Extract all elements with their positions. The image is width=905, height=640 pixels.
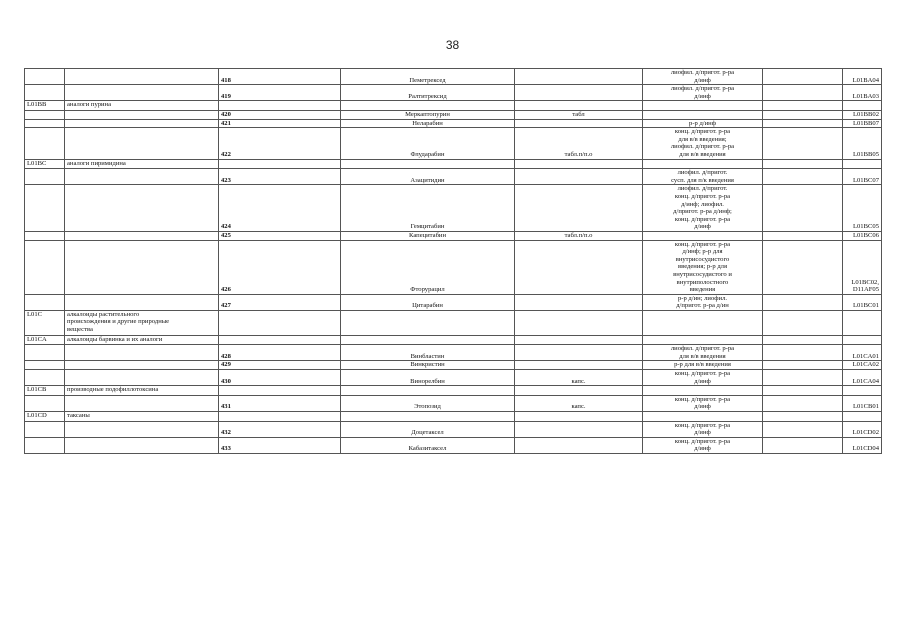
empty-cell: [843, 335, 882, 345]
drug-inn: Этопозид: [341, 395, 515, 411]
drug-atc: [843, 69, 882, 85]
drug-atc-line: D11AF05: [852, 286, 879, 294]
empty-cell: [65, 69, 219, 85]
empty-cell: [763, 128, 843, 159]
drug-atc-line: L01BB07: [852, 119, 879, 127]
group-name-line: таксаны: [67, 412, 90, 420]
drug-atc: [843, 345, 882, 361]
empty-cell: [65, 240, 219, 294]
drug-atc: [843, 128, 882, 159]
group-row: [25, 101, 882, 111]
group-code: L01CA: [25, 335, 65, 345]
drug-atc-line: L01CA04: [852, 377, 879, 385]
group-name-line: происхождения и другие природные: [67, 318, 170, 326]
drug-route-line: д/инф: [694, 445, 711, 453]
drug-route-line: лиофил. д/пригот. р-ра: [670, 345, 735, 353]
empty-cell: [219, 101, 341, 111]
drug-form: [515, 345, 643, 361]
drug-atc-line: L01CD02: [852, 429, 879, 437]
group-code: L01CD: [25, 412, 65, 422]
empty-cell: [763, 169, 843, 185]
empty-cell: [341, 101, 515, 111]
drug-atc-line: L01CD04: [852, 445, 879, 453]
empty-cell: [763, 69, 843, 85]
drug-inn: Винорелбин: [341, 370, 515, 386]
empty-cell: [219, 335, 341, 345]
drug-route-line: лиофил. д/пригот. р-ра: [670, 143, 735, 151]
drug-form: капс.: [515, 370, 643, 386]
empty-cell: [763, 159, 843, 169]
drug-atc-line: L01BA04: [852, 76, 879, 84]
drug-row: [25, 119, 882, 128]
drug-form: [515, 185, 643, 232]
drug-atc-line: L01BC05: [852, 223, 879, 231]
empty-cell: [65, 231, 219, 240]
drug-form: [515, 361, 643, 370]
empty-cell: [65, 294, 219, 310]
empty-cell: [219, 412, 341, 422]
drug-atc-line: L01BC07: [852, 176, 879, 184]
drug-number: 425: [219, 231, 341, 240]
empty-cell: [843, 412, 882, 422]
empty-cell: [643, 335, 763, 345]
drug-atc-line: L01BC06: [852, 231, 879, 239]
drug-list-table: [24, 68, 882, 454]
group-name-line: алкалоиды барвинка и их аналоги: [67, 335, 163, 343]
group-name: [65, 386, 219, 396]
empty-cell: [25, 240, 65, 294]
drug-route-line: р-р д/ин; лиофил.: [677, 294, 728, 302]
empty-cell: [25, 437, 65, 453]
empty-cell: [763, 294, 843, 310]
drug-number: 432: [219, 421, 341, 437]
group-name-line: алкалоиды растительного: [67, 310, 140, 318]
empty-cell: [25, 110, 65, 119]
drug-route-line: конц. д/пригот. р-ра: [674, 192, 731, 200]
drug-row: [25, 395, 882, 411]
group-row: [25, 310, 882, 335]
group-code: L01BB: [25, 101, 65, 111]
drug-route-line: внутрисосудистого: [675, 255, 730, 263]
drug-row: [25, 361, 882, 370]
drug-row: [25, 110, 882, 119]
empty-cell: [643, 310, 763, 335]
drug-row: [25, 345, 882, 361]
empty-cell: [763, 345, 843, 361]
empty-cell: [843, 310, 882, 335]
drug-route-line: введения; р-р для: [678, 263, 727, 271]
group-name-line: производные подофиллотоксина: [67, 386, 159, 394]
drug-form: табл: [515, 110, 643, 119]
drug-route-line: д/инф: [694, 429, 711, 437]
drug-route-line: для в/в введения: [679, 352, 726, 360]
empty-cell: [25, 231, 65, 240]
group-code: L01BC: [25, 159, 65, 169]
drug-route: [643, 128, 763, 159]
empty-cell: [219, 159, 341, 169]
empty-cell: [25, 345, 65, 361]
drug-route: [643, 240, 763, 294]
drug-form: [515, 85, 643, 101]
drug-route: [643, 395, 763, 411]
drug-route-line: лиофил. д/пригот.: [677, 169, 728, 177]
drug-inn: Азацитидин: [341, 169, 515, 185]
empty-cell: [763, 437, 843, 453]
drug-route: [643, 421, 763, 437]
drug-atc: [843, 361, 882, 370]
drug-inn: Фторурацил: [341, 240, 515, 294]
empty-cell: [65, 361, 219, 370]
empty-cell: [341, 310, 515, 335]
drug-form: [515, 169, 643, 185]
drug-route-line: конц. д/пригот. р-ра: [674, 215, 731, 223]
empty-cell: [515, 386, 643, 396]
empty-cell: [25, 361, 65, 370]
empty-cell: [763, 412, 843, 422]
drug-form: [515, 437, 643, 453]
drug-route: [643, 85, 763, 101]
drug-row: [25, 240, 882, 294]
empty-cell: [763, 386, 843, 396]
drug-route-line: сусп. для п/к введения: [671, 176, 734, 184]
drug-atc: [843, 169, 882, 185]
empty-cell: [763, 119, 843, 128]
drug-number: 428: [219, 345, 341, 361]
group-name-line: аналоги пурина: [67, 101, 112, 109]
empty-cell: [25, 294, 65, 310]
group-name: [65, 159, 219, 169]
drug-row: [25, 437, 882, 453]
drug-route-line: внутрисосудистого и: [673, 270, 732, 278]
group-row: [25, 159, 882, 169]
empty-cell: [843, 386, 882, 396]
group-name: [65, 335, 219, 345]
empty-cell: [643, 412, 763, 422]
drug-inn: Ралтитрексид: [341, 85, 515, 101]
drug-route: [643, 169, 763, 185]
empty-cell: [515, 335, 643, 345]
drug-inn: Флударабин: [341, 128, 515, 159]
drug-number: 421: [219, 119, 341, 128]
drug-atc-line: L01CA01: [852, 352, 879, 360]
drug-row: [25, 169, 882, 185]
empty-cell: [341, 159, 515, 169]
drug-route: [643, 345, 763, 361]
drug-atc: [843, 421, 882, 437]
empty-cell: [25, 119, 65, 128]
empty-cell: [65, 119, 219, 128]
empty-cell: [763, 110, 843, 119]
group-row: [25, 335, 882, 345]
drug-atc: [843, 240, 882, 294]
empty-cell: [65, 395, 219, 411]
empty-cell: [763, 421, 843, 437]
empty-cell: [25, 395, 65, 411]
drug-number: 426: [219, 240, 341, 294]
drug-number: 419: [219, 85, 341, 101]
drug-number: 423: [219, 169, 341, 185]
drug-route-line: конц. д/пригот. р-ра: [674, 128, 731, 136]
drug-form: [515, 69, 643, 85]
drug-inn: Доцетаксел: [341, 421, 515, 437]
empty-cell: [25, 85, 65, 101]
empty-cell: [763, 335, 843, 345]
empty-cell: [763, 310, 843, 335]
empty-cell: [65, 128, 219, 159]
empty-cell: [515, 159, 643, 169]
group-name-line: вещества: [67, 326, 93, 334]
drug-form: [515, 240, 643, 294]
drug-route: [643, 69, 763, 85]
drug-route-line: д/инф; р-р для: [682, 248, 723, 256]
drug-inn: Кабазитаксел: [341, 437, 515, 453]
drug-route-line: д/инф: [694, 223, 711, 231]
drug-inn: Неларабин: [341, 119, 515, 128]
drug-route-line: конц. д/пригот. р-ра: [674, 421, 731, 429]
empty-cell: [763, 185, 843, 232]
drug-number: 431: [219, 395, 341, 411]
drug-route: [643, 185, 763, 232]
drug-form: [515, 294, 643, 310]
drug-atc: [843, 231, 882, 240]
empty-cell: [341, 412, 515, 422]
empty-cell: [763, 101, 843, 111]
drug-atc-line: L01CB01: [852, 403, 879, 411]
empty-cell: [25, 421, 65, 437]
empty-cell: [25, 128, 65, 159]
drug-atc: [843, 294, 882, 310]
empty-cell: [65, 370, 219, 386]
empty-cell: [763, 395, 843, 411]
drug-route-line: д/инф: [694, 403, 711, 411]
group-code: L01CB: [25, 386, 65, 396]
drug-route: [643, 294, 763, 310]
drug-row: [25, 421, 882, 437]
drug-inn: Винбластин: [341, 345, 515, 361]
drug-atc-line: L01BC01: [852, 302, 879, 310]
drug-route: [643, 231, 763, 240]
drug-atc-line: L01BA03: [852, 92, 879, 100]
drug-atc: [843, 185, 882, 232]
group-code: L01C: [25, 310, 65, 335]
drug-route-line: р-р д/инф: [689, 119, 716, 127]
drug-atc-line: L01BC02,: [851, 278, 879, 286]
group-name: [65, 310, 219, 335]
drug-route-line: д/инф: [694, 92, 711, 100]
empty-cell: [25, 185, 65, 232]
drug-route-line: р-р для в/в введения: [674, 361, 731, 369]
drug-form: табл.п/п.о: [515, 231, 643, 240]
drug-row: [25, 69, 882, 85]
empty-cell: [65, 437, 219, 453]
drug-inn: Винкристин: [341, 361, 515, 370]
group-row: [25, 386, 882, 396]
empty-cell: [65, 110, 219, 119]
empty-cell: [219, 310, 341, 335]
drug-inn: Пеметрексед: [341, 69, 515, 85]
empty-cell: [643, 159, 763, 169]
empty-cell: [763, 240, 843, 294]
empty-cell: [25, 69, 65, 85]
drug-form: [515, 119, 643, 128]
drug-inn: Меркаптопурин: [341, 110, 515, 119]
empty-cell: [65, 345, 219, 361]
drug-route-line: д/инф: [694, 377, 711, 385]
drug-row: [25, 128, 882, 159]
drug-route-line: д/инф: [694, 76, 711, 84]
drug-route-line: д/пригот. р-ра д/инф;: [673, 208, 732, 216]
drug-atc-line: L01CA02: [852, 361, 879, 369]
drug-form: [515, 421, 643, 437]
drug-route-line: для в/в введения: [679, 150, 726, 158]
drug-number: 422: [219, 128, 341, 159]
empty-cell: [763, 370, 843, 386]
empty-cell: [65, 85, 219, 101]
drug-form: капс.: [515, 395, 643, 411]
drug-number: 429: [219, 361, 341, 370]
drug-atc-line: L01BB02: [852, 110, 879, 118]
drug-row: [25, 185, 882, 232]
group-name: [65, 412, 219, 422]
empty-cell: [219, 386, 341, 396]
group-row: [25, 412, 882, 422]
empty-cell: [341, 335, 515, 345]
drug-inn: Цитарабин: [341, 294, 515, 310]
group-name: [65, 101, 219, 111]
drug-number: 427: [219, 294, 341, 310]
empty-cell: [25, 370, 65, 386]
empty-cell: [25, 169, 65, 185]
drug-form: табл.п/п.о: [515, 128, 643, 159]
drug-route-line: конц. д/пригот. р-ра: [674, 437, 731, 445]
page-number: 38: [445, 38, 460, 52]
empty-cell: [65, 421, 219, 437]
drug-route-line: лиофил. д/пригот. р-ра: [670, 69, 735, 76]
drug-route-line: для в/в введения;: [678, 135, 727, 143]
drug-route-line: конц. д/пригот. р-ра: [674, 370, 731, 378]
empty-cell: [643, 101, 763, 111]
drug-route-line: конц. д/пригот. р-ра: [674, 395, 731, 403]
empty-cell: [65, 185, 219, 232]
drug-route-line: лиофил. д/пригот. р-ра: [670, 85, 735, 93]
empty-cell: [515, 310, 643, 335]
empty-cell: [843, 101, 882, 111]
drug-atc: [843, 395, 882, 411]
empty-cell: [341, 386, 515, 396]
drug-number: 430: [219, 370, 341, 386]
drug-route: [643, 437, 763, 453]
drug-atc-line: L01BB05: [852, 150, 879, 158]
empty-cell: [515, 412, 643, 422]
drug-row: [25, 85, 882, 101]
empty-cell: [515, 101, 643, 111]
drug-route-line: введения: [689, 286, 716, 294]
empty-cell: [763, 231, 843, 240]
drug-atc: [843, 437, 882, 453]
drug-row: [25, 294, 882, 310]
drug-route-line: внутриполостного: [676, 278, 729, 286]
drug-inn: Капецитабин: [341, 231, 515, 240]
drug-route-line: д/инф; лиофил.: [681, 200, 724, 208]
drug-route-line: лиофил. д/пригот.: [677, 185, 728, 193]
table-body: [25, 69, 882, 454]
group-name-line: аналоги пиримидина: [67, 159, 126, 167]
empty-cell: [843, 159, 882, 169]
drug-route: [643, 110, 763, 119]
drug-route: [643, 370, 763, 386]
drug-number: 418: [219, 69, 341, 85]
empty-cell: [763, 85, 843, 101]
drug-route-line: конц. д/пригот. р-ра: [674, 240, 731, 248]
drug-inn: Гемцитабин: [341, 185, 515, 232]
drug-number: 433: [219, 437, 341, 453]
drug-route: [643, 361, 763, 370]
drug-route: [643, 119, 763, 128]
drug-number: 424: [219, 185, 341, 232]
drug-atc: [843, 119, 882, 128]
drug-route-line: д/пригот. р-ра д/ин: [676, 302, 729, 310]
drug-row: [25, 231, 882, 240]
drug-atc: [843, 110, 882, 119]
empty-cell: [643, 386, 763, 396]
empty-cell: [763, 361, 843, 370]
drug-atc: [843, 85, 882, 101]
drug-row: [25, 370, 882, 386]
drug-number: 420: [219, 110, 341, 119]
drug-atc: [843, 370, 882, 386]
empty-cell: [65, 169, 219, 185]
